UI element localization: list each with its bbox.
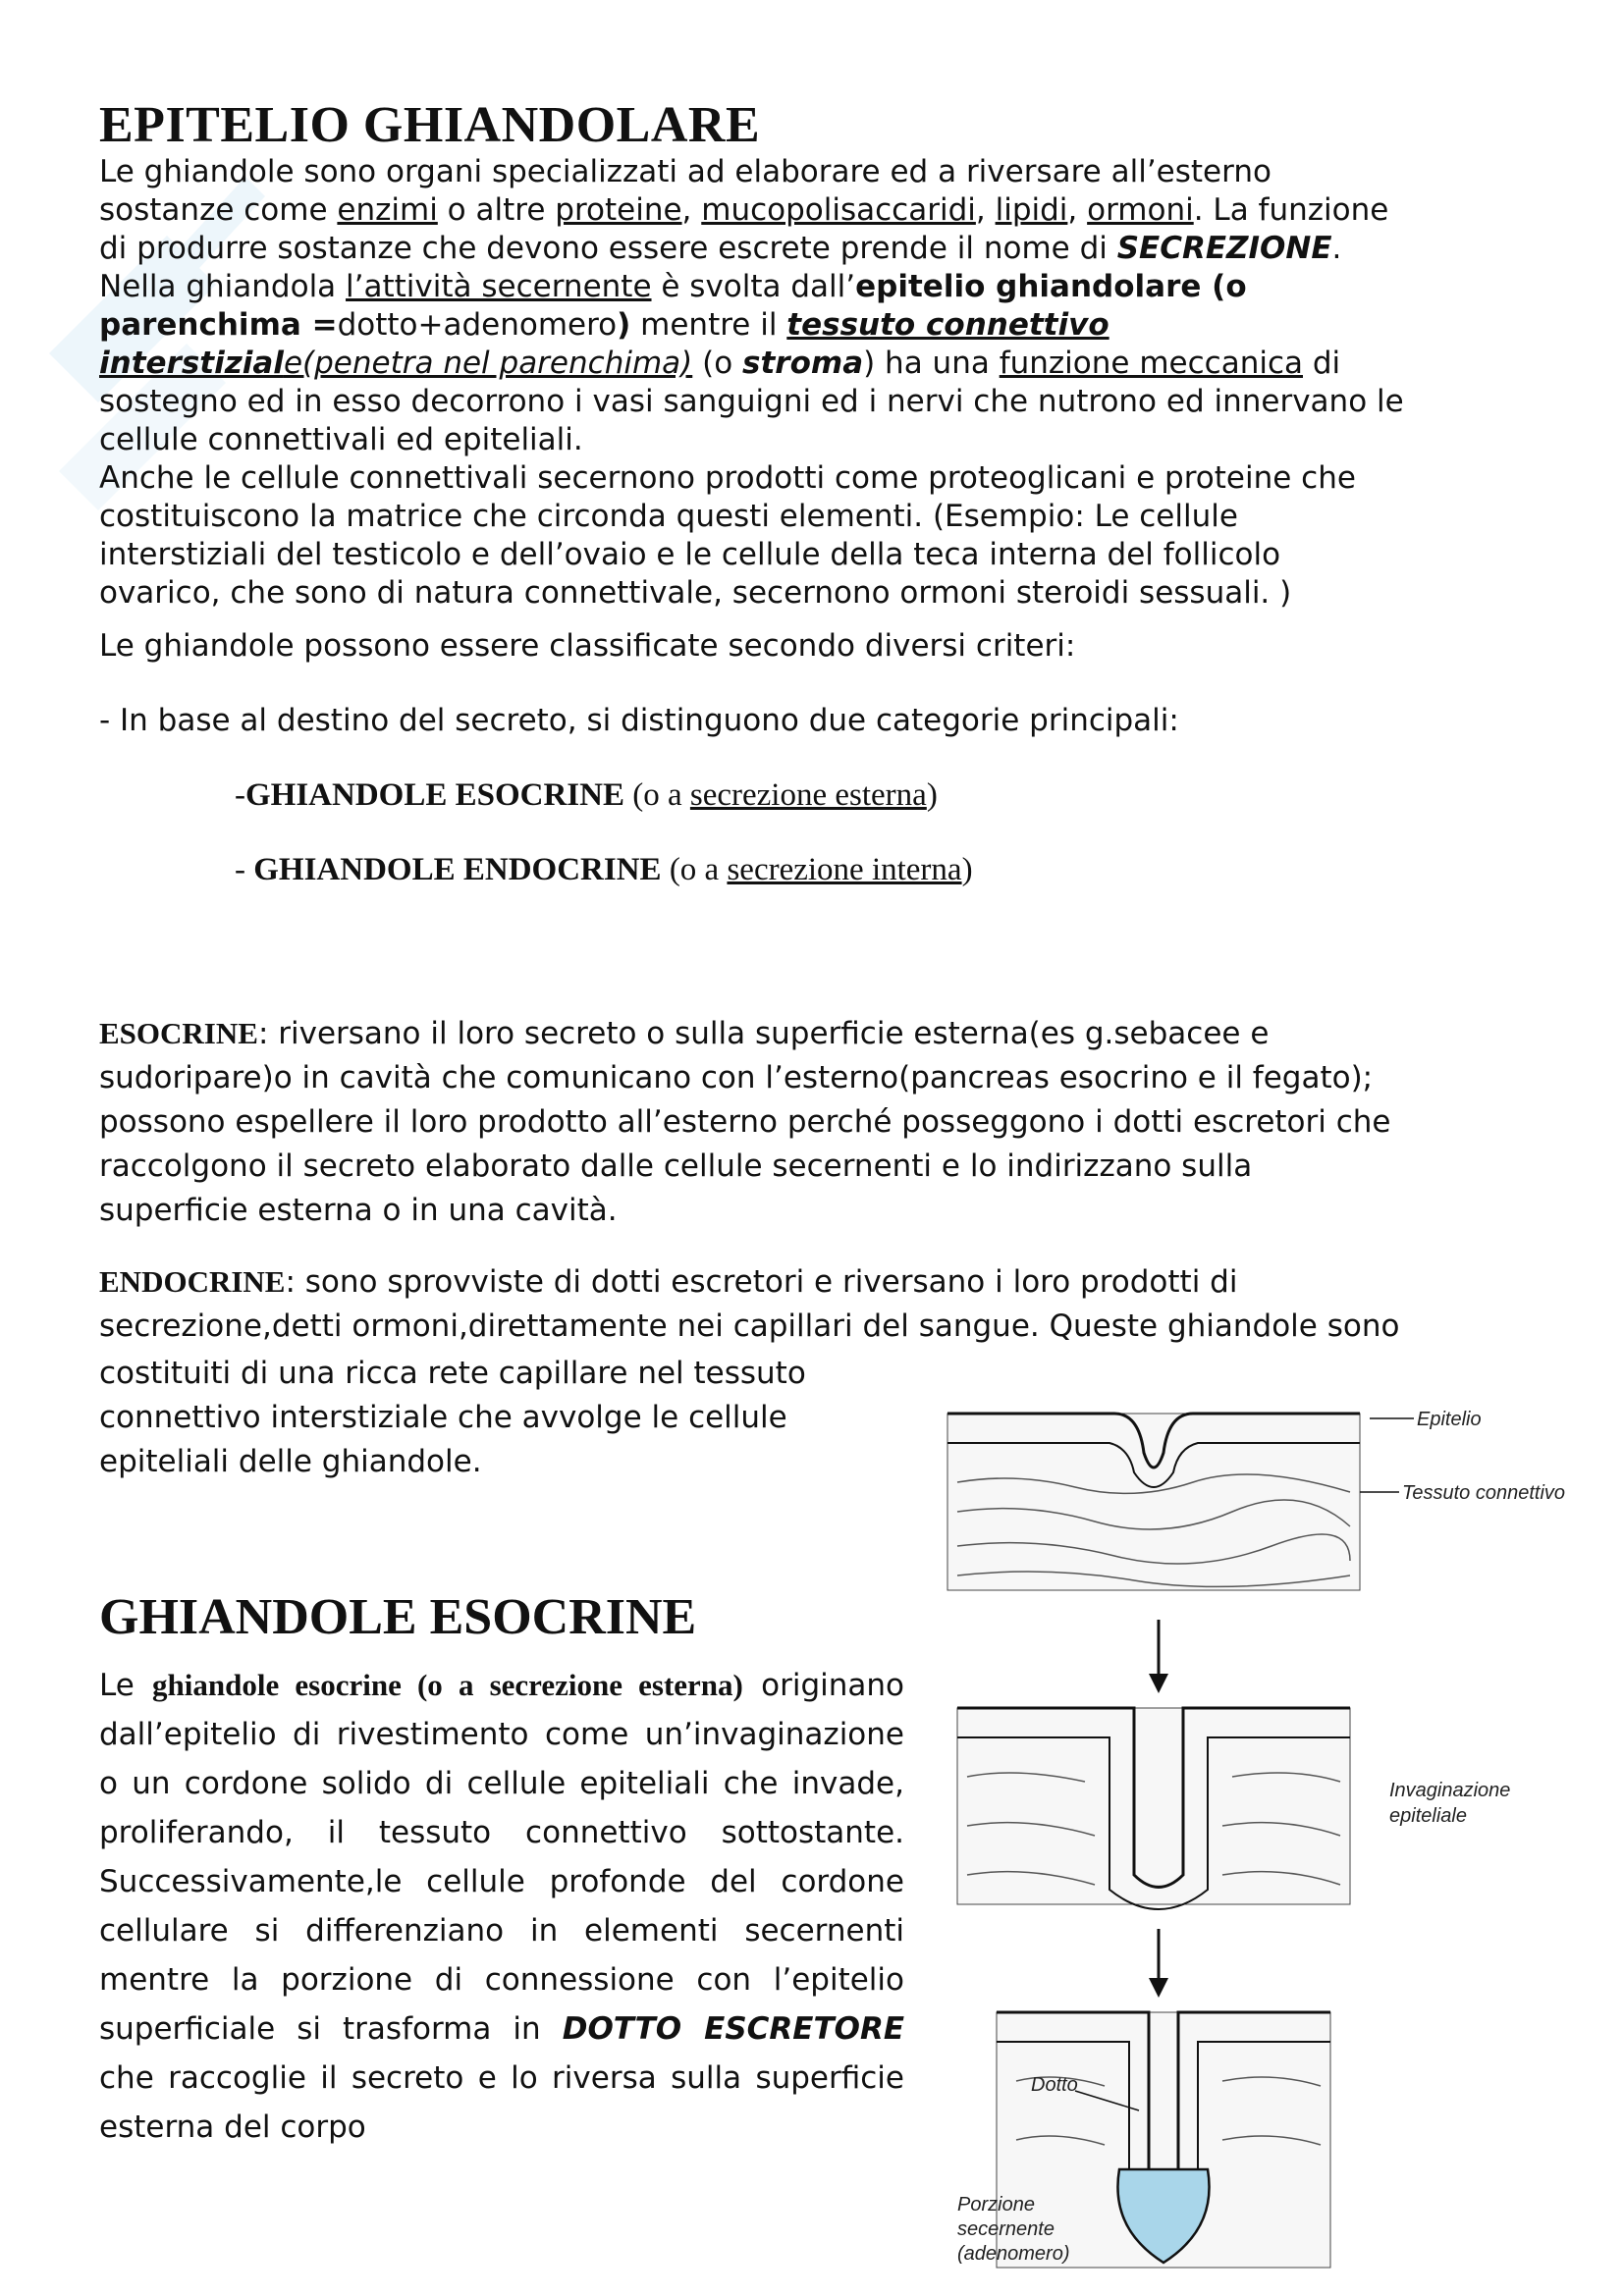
classification-lead: Le ghiandole possono essere classificate secondo diversi criteri: [99, 628, 1076, 664]
label-secernente: secernente [957, 2218, 1055, 2240]
intro-line-7: sostegno ed in esso decorrono i vasi sanguigni ed i nervi che nutrono ed innervano le [99, 384, 1404, 419]
category-endocrine: - GHIANDOLE ENDOCRINE (o a secrezione interna) [235, 852, 973, 887]
intro-line-12: ovarico, che sono di natura connettivale, secernono ormoni steroidi sessuali. ) [99, 575, 1292, 611]
page-title: EPITELIO GHIANDOLARE [99, 97, 761, 153]
gland-development-figure [938, 1364, 1576, 2277]
intro-line-5: parenchima =dotto+adenomero) mentre il tessuto connettivo [99, 307, 1109, 343]
esocrine-line-3: possono espellere il loro prodotto all’esterno perché posseggono i dotti escretori che [99, 1104, 1391, 1140]
section-title-esocrine: GHIANDOLE ESOCRINE [99, 1589, 697, 1645]
endocrine-line-4: connettivo interstiziale che avvolge le cellule [99, 1400, 787, 1435]
label-epiteliale: epiteliale [1389, 1805, 1467, 1827]
intro-line-11: interstiziali del testicolo e dell’ovaio e le cellule della teca interna del follicolo [99, 537, 1281, 572]
esocrine-line-5: superficie esterna o in una cavità. [99, 1193, 618, 1228]
arrow-down-icon [1149, 1620, 1168, 1693]
endocrine-paragraph [99, 1259, 1533, 1349]
intro-line-1: Le ghiandole sono organi specializzati ad elaborare ed a riversare all’esterno [99, 154, 1271, 189]
endocrine-paragraph-continued [99, 1352, 904, 1484]
category-esocrine: -GHIANDOLE ESOCRINE (o a secrezione esterna) [235, 777, 938, 813]
intro-line-9: Anche le cellule connettivali secernono prodotti come proteoglicani e proteine che [99, 460, 1356, 496]
esocrine-paragraph [99, 1011, 1533, 1233]
endocrine-line-1: ENDOCRINE: sono sprovviste di dotti escretori e riversano i loro prodotti di [99, 1264, 1238, 1300]
label-porzione: Porzione [957, 2194, 1035, 2216]
intro-line-8: cellule connettivali ed epiteliali. [99, 422, 583, 457]
intro-line-6: interstiziale(penetra nel parenchima) (o stroma) ha una funzione meccanica di [99, 346, 1341, 381]
endocrine-line-2: secrezione,detti ormoni,direttamente nei capillari del sangue. Queste ghiandole sono [99, 1308, 1400, 1344]
intro-line-3: di produrre sostanze che devono essere escrete prende il nome di SECREZIONE. [99, 231, 1342, 266]
esocrine-line-4: raccolgono il secreto elaborato dalle cellule secernenti e lo indirizzano sulla [99, 1148, 1253, 1184]
intro-line-10: costituiscono la matrice che circonda questi elementi. (Esempio: Le cellule [99, 499, 1238, 534]
intro-line-4: Nella ghiandola l’attività secernente è svolta dall’epitelio ghiandolare (o [99, 269, 1247, 304]
stage-3-gland [957, 2012, 1330, 2268]
intro-paragraph [99, 153, 1533, 613]
label-invaginazione: Invaginazione [1389, 1780, 1511, 1801]
arrow-down-icon [1149, 1929, 1168, 1998]
esocrine-line-2: sudoripare)o in cavità che comunicano con l’esterno(pancreas esocrino e il fegato); [99, 1060, 1374, 1095]
intro-line-2: sostanze come enzimi o altre proteine, mucopolisaccaridi, lipidi, ormoni. La funzione [99, 192, 1389, 228]
esocrine-line-1: ESOCRINE: riversano il loro secreto o sulla superficie esterna(es g.sebacee e [99, 1016, 1270, 1051]
endocrine-line-3: costituiti di una ricca rete capillare nel tessuto [99, 1356, 806, 1391]
classification-criterion: - In base al destino del secreto, si distinguono due categorie principali: [99, 703, 1179, 738]
endocrine-line-5: epiteliali delle ghiandole. [99, 1444, 482, 1479]
label-adenomero: (adenomero) [957, 2243, 1070, 2265]
esocrine-section-paragraph: Le ghiandole esocrine (o a secrezione esterna) originano dall’epitelio di rivestimento come un’invaginazione o un cordone solido di cellule epiteliali che invade, proliferando, il tessuto connettivo sottostante. Successivamente,le cellule profonde del cordone cellulare si differenziano in elementi secernenti mentre la porzione di connessione con l’epitelio superficiale si trasforma in DOTTO ESCRETORE che raccoglie il secreto e lo riversa sulla superficie esterna del corpo [99, 1668, 904, 2145]
stage-2-invagination [957, 1708, 1510, 1909]
label-tessuto-connettivo: Tessuto connettivo [1402, 1482, 1566, 1504]
stage-1-epithelium [947, 1409, 1565, 1590]
label-epitelio: Epitelio [1417, 1409, 1482, 1430]
label-dotto: Dotto [1031, 2074, 1078, 2096]
